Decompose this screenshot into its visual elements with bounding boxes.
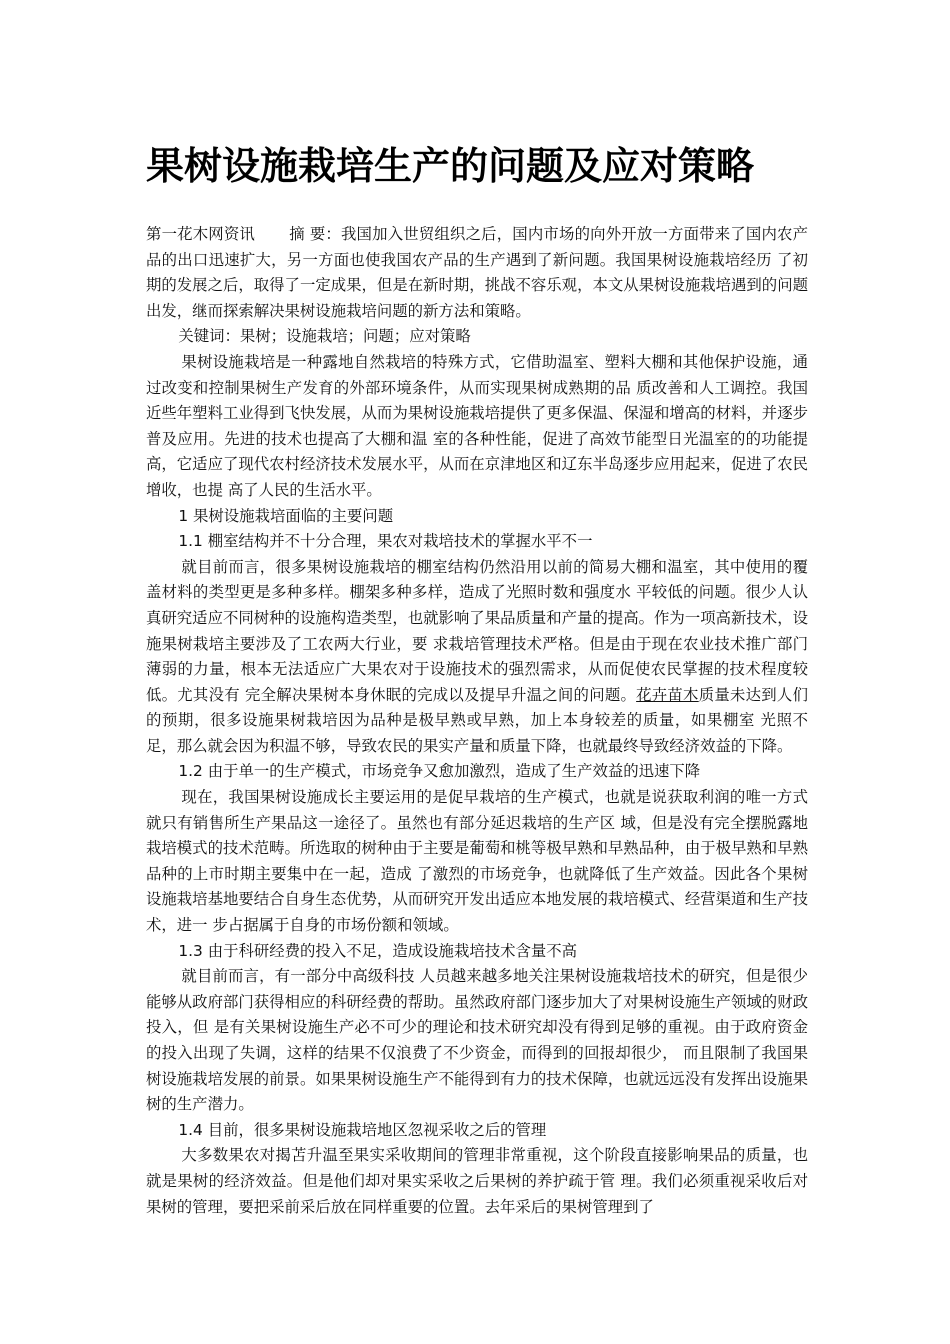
intro-body-paragraph: 果树设施栽培是一种露地自然栽培的特殊方式，它借助温室、塑料大棚和其他保护设施，通过改变和控制果树生产发育的外部环境条件，从而实现果树成熟期的品 质改善和人工调控。我国近些年塑料工业得到飞快发展，从而为果树设施栽培提供了更多保温、保湿和增高的材料，并逐步普及应用。先进的技术也提高了大棚和温 室的各种性能，促进了高效节能型日光温室的的功能提高，它适应了现代农村经济技术发展水平，从而在京津地区和辽东半岛逐步应用起来，促进了农民增收，也提 高了人民的生活水平。 <box>146 352 808 499</box>
section-heading-1: 1 果树设施栽培面临的主要问题 <box>178 506 394 525</box>
flowers-seedlings-link[interactable]: 花卉苗木 <box>636 685 699 704</box>
article-title: 果树设施栽培生产的问题及应对策略 <box>146 144 755 188</box>
abstract-text: 摘 要：我国加入世贸组织之后，国内市场的向外开放一方面带来了国内农产品的出口迅速扩大，另一方面也使我国农产品的生产遇到了新问题。我国果树设施栽培经历 了初期的发展之后，取得了一定成果，但是在新时期，挑战不容乐观，本文从果树设施栽培遇到的问题出发，继而探索解决果树设施栽培问题的新方法和策略。 <box>146 225 808 320</box>
intro-paragraph <box>146 222 808 324</box>
paragraph-1-4: 大多数果农对揭苫升温至果实采收期间的管理非常重视，这个阶段直接影响果品的质量，也就是果树的经济效益。但是他们却对果实采收之后果树的养护疏于管 理。我们必须重视采收后对果树的管理，要把采前采后放在同样重要的位置。去年采后的果树管理到了 <box>146 1146 808 1216</box>
subsection-heading-1-3: 1.3 由于科研经费的投入不足，造成设施栽培技术含量不高 <box>178 941 578 960</box>
keywords-line: 关键词：果树；设施栽培；问题；应对策略 <box>178 327 471 346</box>
subsection-heading-1-4: 1.4 目前，很多果树设施栽培地区忽视采收之后的管理 <box>178 1120 547 1139</box>
subsection-heading-1-1: 1.1 棚室结构并不十分合理，果农对栽培技术的掌握水平不一 <box>178 532 593 551</box>
paragraph-1-2: 现在，我国果树设施成长主要运用的是促早栽培的生产模式，也就是说获取利润的唯一方式就只有销售所生产果品这一途径了。虽然也有部分延迟栽培的生产区 域，但是没有完全摆脱露地栽培模式的技术范畴。所选取的树种由于主要是葡萄和桃等极早熟和早熟品种，由于极早熟和早熟品种的上市时期主要集中在一起，造成 了激烈的市场竞争，也就降低了生产效益。因此各个果树设施栽培基地要结合自身生态优势，从而研究开发出适应本地发展的栽培模式、经营渠道和生产技术，进一 步占据属于自身的市场份额和领域。 <box>146 788 808 935</box>
paragraph-1-1 <box>146 555 808 760</box>
paragraph-1-3: 就目前而言，有一部分中高级科技 人员越来越多地关注果树设施栽培技术的研究，但是很少能够从政府部门获得相应的科研经费的帮助。虽然政府部门逐步加大了对果树设施生产领域的财政投入，但 是有关果树设施生产必不可少的理论和技术研究却没有得到足够的重视。由于政府资金的投入出现了失调，这样的结果不仅浪费了不少资金，而得到的回报却很少， 而且限制了我国果树设施栽培发展的前景。如果果树设施生产不能得到有力的技术保障，也就远远没有发挥出设施果树的生产潜力。 <box>146 967 808 1114</box>
paragraph-1-1-text-a: 就目前而言，很多果树设施栽培的棚室结构仍然沿用以前的简易大棚和温室，其中使用的覆盖材料的类型更是多种多样。棚架多种多样，造成了光照时数和强度水 平较低的问题。很少人认真研究适应不同树种的设施构造类型，也就影响了果品质量和产量的提高。作为一项高新技术，设施果树栽培主要涉及了工农两大行业，要 求栽培管理技术严格。但是由于现在农业技术推广部门薄弱的力量，根本无法适应广大果农对于设施技术的强烈需求，从而促使农民掌握的技术程度较低。尤其没有 完全解决果树本身休眠的完成以及提早升温之间的问题。 <box>146 557 808 704</box>
article-body <box>146 222 808 1220</box>
source-label: 第一花木网资讯 <box>146 225 256 243</box>
paragraph-1-1-text-b: 质量未达到人们的预期，很多设施果树栽培因为品种是极早熟或早熟，加上本身较差的质量，如果棚室 光照不足，那么就会因为积温不够，导致农民的果实产量和质量下降，也就最终导致经济效益的下降。 <box>146 685 808 755</box>
subsection-heading-1-2: 1.2 由于单一的生产模式，市场竞争又愈加激烈，造成了生产效益的迅速下降 <box>178 762 701 781</box>
